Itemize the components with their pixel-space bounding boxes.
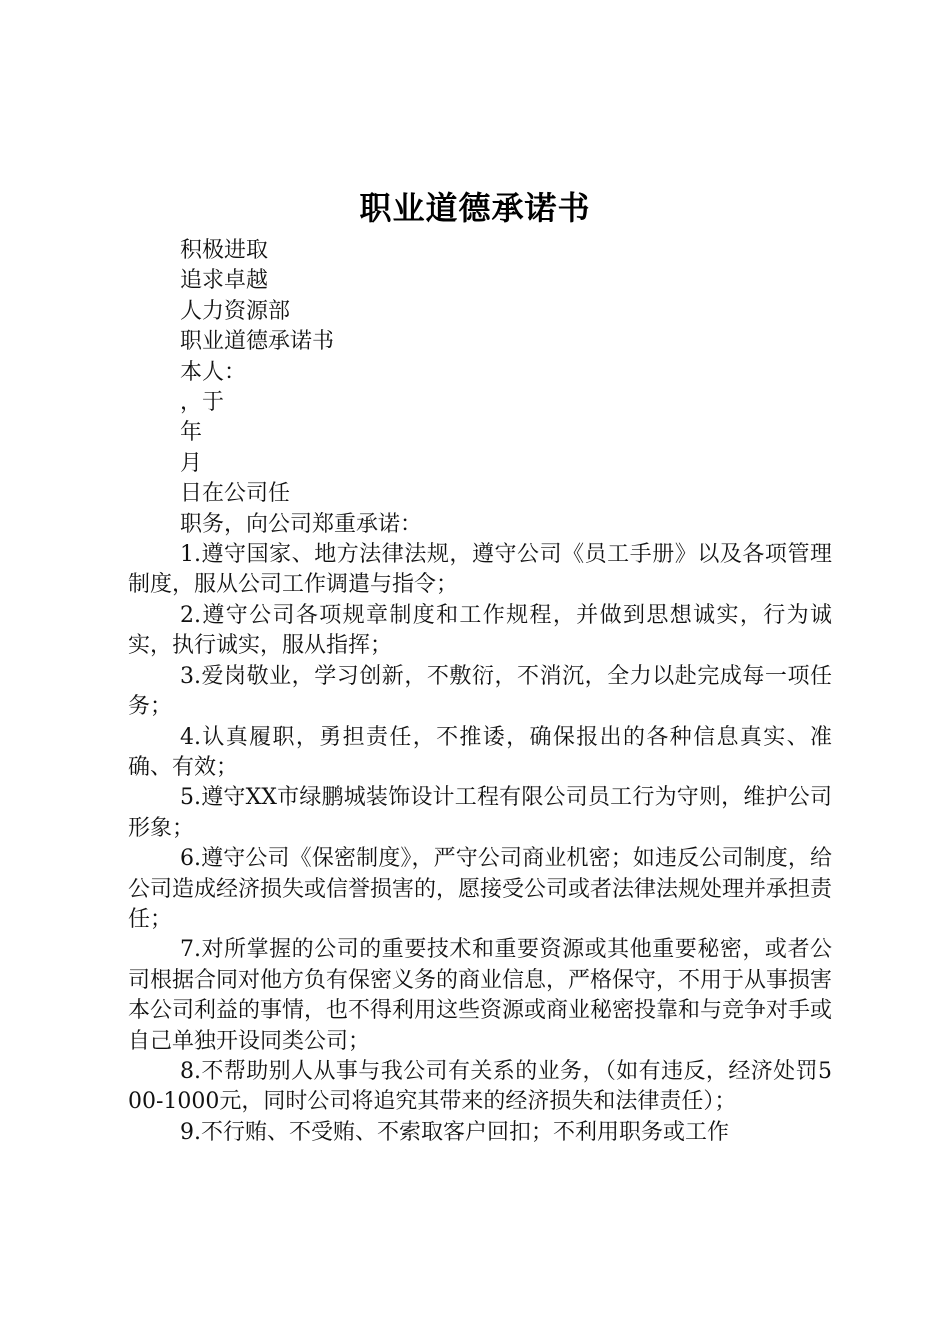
- commitment-item-2: 2.遵守公司各项规章制度和工作规程，并做到思想诚实，行为诚实，执行诚实，服从指挥；: [128, 602, 832, 659]
- commitment-item-3: 3.爱岗敬业，学习创新，不敷衍，不消沉，全力以赴完成每一项任务；: [128, 663, 832, 720]
- commitment-item-8: 8.不帮助别人从事与我公司有关系的业务，（如有违反，经济处罚500-1000元，同时公司将追究其带来的经济损失和法律责任）；: [128, 1058, 832, 1115]
- commitment-item-7: 7.对所掌握的公司的重要技术和重要资源或其他重要秘密，或者公司根据合同对他方负有保密义务的商业信息，严格保守，不用于从事损害本公司利益的事情，也不得利用这些资源或商业秘密投靠和与竞争对手或自己单独开设同类公司；: [128, 937, 833, 1054]
- commitment-item-6: 6.遵守公司《保密制度》，严守公司商业机密；如违反公司制度，给公司造成经济损失或信誉损害的，愿接受公司或者法律法规处理并承担责任；: [128, 846, 833, 932]
- subtitle-line: 职业道德承诺书: [180, 329, 335, 355]
- commitment-item-1: 1.遵守国家、地方法律法规，遵守公司《员工手册》以及各项管理制度，服从公司工作调遣与指令；: [128, 542, 832, 598]
- commitment-intro: 职务，向公司郑重承诺：: [180, 511, 423, 537]
- motto-line-2: 追求卓越: [180, 268, 269, 294]
- commitment-item-9: 9.不行贿、不受贿、不索取客户回扣；不利用职务或工作: [180, 1119, 729, 1145]
- month-label: 月: [180, 450, 203, 476]
- date-prefix: ，于: [180, 390, 225, 416]
- name-label: 本人：: [180, 359, 247, 385]
- commitment-item-5: 5.遵守XX市绿鹏城装饰设计工程有限公司员工行为守则，维护公司形象；: [128, 785, 832, 841]
- document-title: 职业道德承诺书: [359, 189, 591, 227]
- document-body: [128, 236, 832, 1148]
- day-position-label: 日在公司任: [180, 481, 291, 507]
- department-line: 人力资源部: [180, 298, 291, 324]
- commitment-item-4: 4.认真履职，勇担责任，不推诿，确保报出的各种信息真实、准确、有效；: [128, 724, 832, 780]
- year-label: 年: [180, 420, 203, 446]
- motto-line-1: 积极进取: [180, 238, 269, 263]
